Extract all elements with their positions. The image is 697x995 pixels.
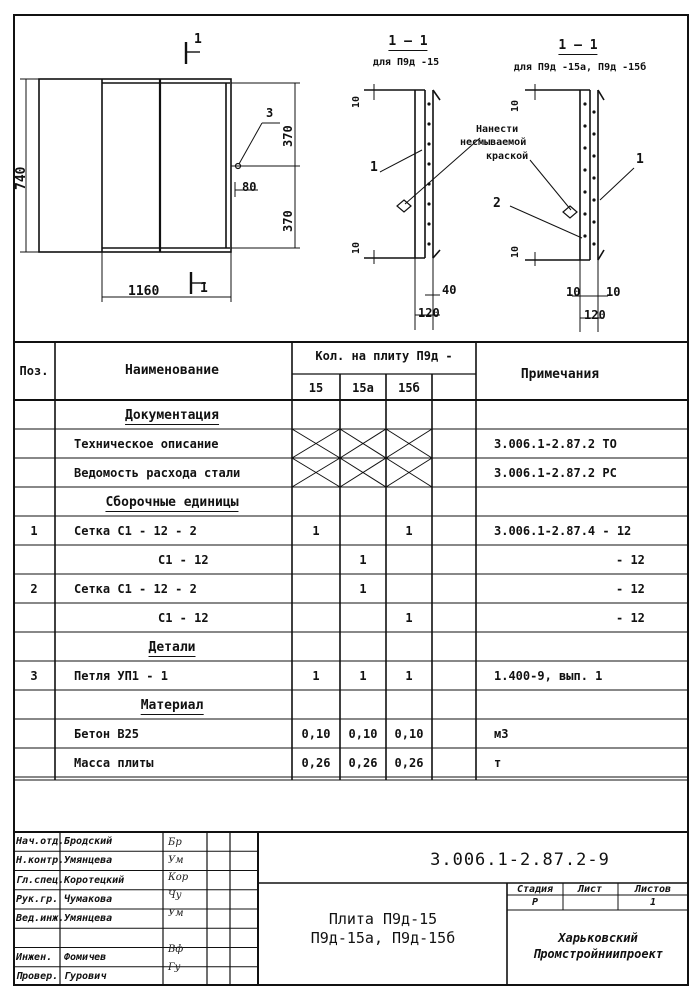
signer-name: Умянцева (64, 855, 113, 867)
note-line-1: Нанести (476, 124, 519, 135)
signature-2: Ум (168, 855, 184, 866)
row-note: 1.400-9, вып. 1 (494, 669, 603, 683)
signer-name: Гурович (64, 970, 107, 982)
row-name: Техническое описание (74, 437, 219, 451)
note-line-3: краской (486, 151, 529, 162)
row-note: 3.006.1-2.87.2 ТО (494, 437, 617, 451)
signer-role: Рук.гр. (16, 893, 59, 905)
row-note: - 12 (616, 582, 645, 596)
row-position: 2 (30, 582, 38, 596)
signer-role: Гл.спец. (16, 874, 65, 886)
row-qty-0: 0,10 (301, 727, 331, 741)
dim-upper: 370 (281, 125, 295, 147)
spec-table-grid (13, 342, 689, 780)
header-name: Наименование (125, 363, 219, 378)
dim-120-left: 120 (418, 306, 440, 320)
dim-width: 1160 (128, 284, 160, 299)
dim-10-left-top: 10 (351, 95, 362, 108)
dim-height: 740 (14, 166, 29, 190)
row-name: Сетка С1 - 12 - 2 (74, 582, 197, 596)
dim-10-right-b: 10 (606, 285, 621, 299)
header-col-15b: 15б (398, 381, 420, 395)
header-col-15: 15 (308, 381, 324, 395)
signer-name: Чумакова (64, 893, 113, 905)
row-name: С1 - 12 (158, 611, 209, 625)
row-note: - 12 (616, 553, 645, 567)
row-qty-2: 1 (405, 669, 413, 683)
plan-section-mark-top: 1 (194, 32, 202, 47)
sheet-label: Лист (577, 884, 603, 895)
row-name: Сетка С1 - 12 - 2 (74, 524, 197, 538)
header-note: Примечания (520, 367, 600, 382)
organization-line-2: Промстройниипроект (532, 947, 664, 961)
row-note: 3.006.1-2.87.2 РС (494, 466, 617, 480)
row-qty-0: 0,26 (301, 756, 331, 770)
row-note: 3.006.1-2.87.4 - 12 (494, 524, 632, 538)
row-qty-2: 1 (405, 524, 413, 538)
dim-120-right: 120 (584, 308, 606, 322)
section-right-title: 1 — 1 (558, 38, 598, 53)
organization-line-1: Харьковский (558, 931, 638, 945)
dim-40: 40 (442, 283, 457, 297)
product-name-line-2: П9д-15а, П9д-15б (310, 929, 456, 947)
row-qty-2: 0,10 (394, 727, 424, 741)
left-callout-1: 1 (370, 160, 378, 175)
signature-5: Ум (168, 908, 184, 919)
signer-name: Умянцева (64, 913, 113, 924)
row-name: Петля УП1 - 1 (74, 669, 168, 683)
right-callout-1: 1 (636, 152, 644, 167)
row-note: т (494, 756, 502, 770)
dim-10-right-top: 10 (510, 99, 521, 112)
signature-1: Бр (168, 837, 182, 848)
header-qty: Кол. на плиту П9д - (315, 349, 453, 363)
stage-value: Р (531, 897, 539, 908)
sheets-label: Листов (634, 884, 672, 895)
slab-plan-outline (39, 79, 231, 252)
signer-name: Коротецкий (64, 874, 125, 886)
document-code: 3.006.1-2.87.2-9 (430, 850, 610, 870)
header-pos: Поз. (19, 364, 49, 378)
signer-name: Фомичев (64, 951, 107, 963)
row-note: - 12 (616, 611, 645, 625)
signer-role: Провер. (16, 970, 59, 982)
signature-7: Вф (168, 944, 184, 955)
row-name: Ведомость расхода стали (74, 466, 241, 480)
row-section-heading: Материал (140, 698, 204, 713)
dim-10-right-bottom: 10 (510, 245, 521, 258)
row-section-heading: Документация (125, 408, 219, 423)
dim-lower: 370 (281, 210, 295, 232)
row-qty-0: 1 (312, 669, 320, 683)
right-callout-2: 2 (493, 196, 501, 211)
signature-4: Чу (168, 890, 182, 901)
row-qty-2: 1 (405, 611, 413, 625)
signer-role: Инжен. (16, 951, 53, 963)
signer-role: Н.контр. (16, 855, 65, 867)
note-line-2: несмываемой (460, 137, 527, 148)
loop-callout: 3 (266, 106, 274, 120)
row-section-heading: Детали (148, 640, 196, 655)
row-qty-1: 1 (359, 553, 367, 567)
signer-role: Вед.инж. (16, 913, 65, 924)
section-right-subtitle: для П9д -15а, П9д -15б (513, 62, 647, 73)
stage-label: Стадия (516, 884, 554, 895)
signer-name: Бродский (64, 836, 113, 847)
dim-10-left-bottom: 10 (351, 241, 362, 254)
signer-role: Нач.отд. (16, 836, 65, 847)
dim-10-right-a: 10 (566, 285, 581, 299)
row-position: 1 (30, 524, 38, 538)
row-qty-2: 0,26 (394, 756, 424, 770)
row-qty-1: 1 (359, 582, 367, 596)
row-name: Масса плиты (74, 756, 154, 770)
plan-section-mark-bottom: 1 (200, 281, 208, 296)
row-name: Бетон В25 (74, 727, 140, 741)
row-name: С1 - 12 (158, 553, 209, 567)
row-qty-1: 1 (359, 669, 367, 683)
section-left-title: 1 — 1 (388, 34, 428, 49)
header-col-15a: 15а (352, 381, 374, 395)
sheets-value: 1 (649, 897, 657, 908)
signature-8: Гу (168, 962, 181, 973)
row-qty-1: 0,10 (348, 727, 378, 741)
signature-3: Кор (168, 872, 189, 883)
product-name-line-1: Плита П9д-15 (328, 910, 438, 928)
section-left-subtitle: для П9д -15 (372, 57, 440, 68)
row-qty-1: 0,26 (348, 756, 378, 770)
row-section-heading: Сборочные единицы (105, 495, 239, 510)
row-qty-0: 1 (312, 524, 320, 538)
row-note: м3 (494, 727, 509, 741)
dim-loop: 80 (242, 180, 257, 194)
row-position: 3 (30, 669, 38, 683)
